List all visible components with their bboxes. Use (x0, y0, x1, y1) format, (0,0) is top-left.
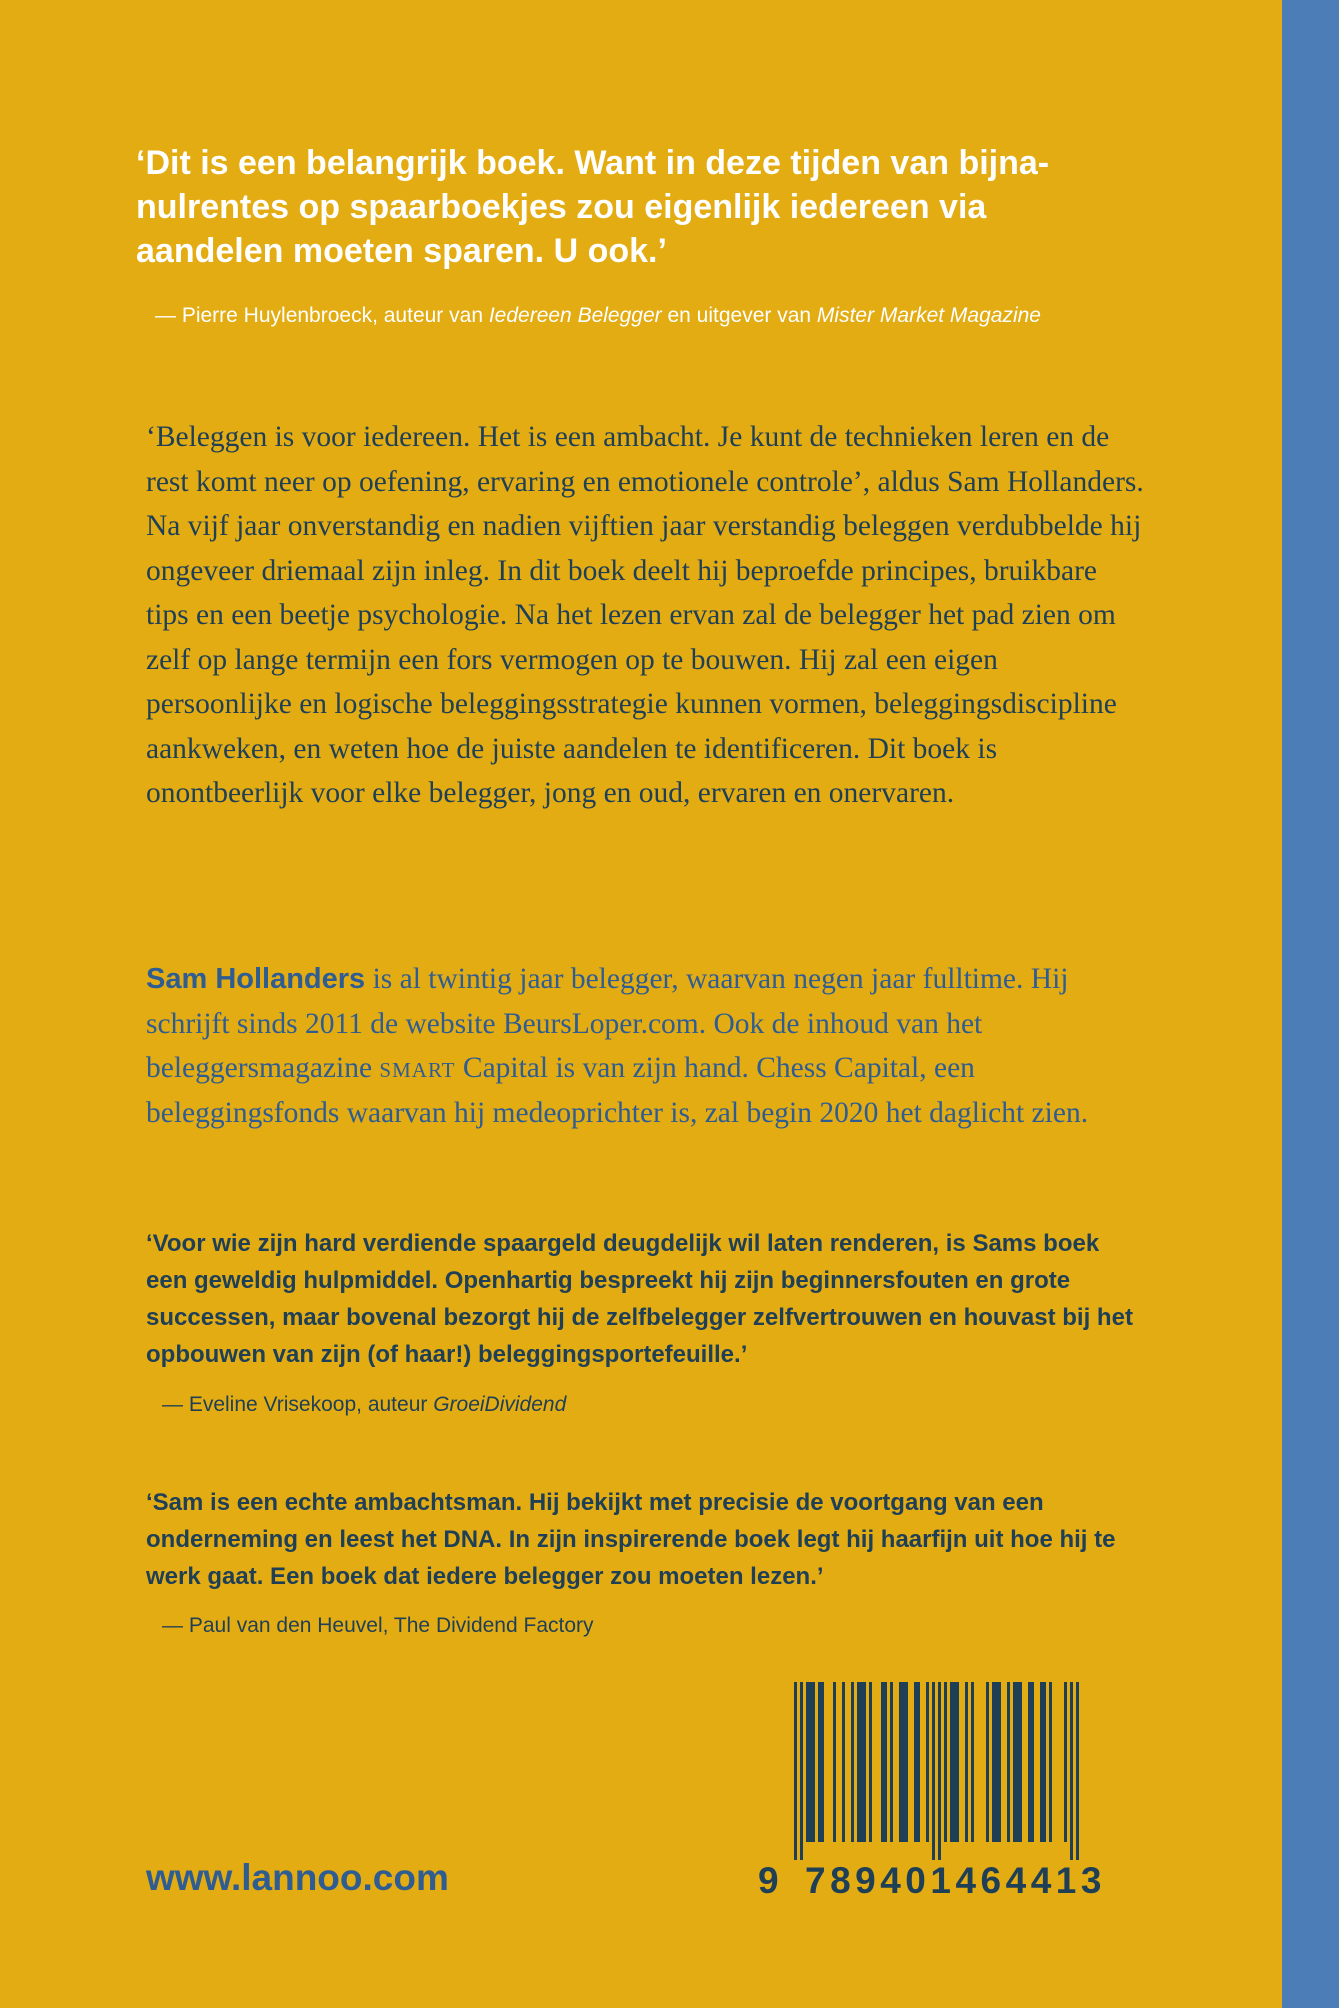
barcode-bar (851, 1682, 854, 1842)
barcode-bar (842, 1682, 845, 1842)
barcode-guard-bar (1070, 1682, 1073, 1860)
barcode-bar (1016, 1682, 1019, 1842)
attribution-book-title: GroeiDividend (433, 1393, 567, 1416)
author-name: Sam Hollanders (146, 963, 366, 995)
barcode-bar (950, 1682, 953, 1842)
attribution-magazine-title: Mister Market Magazine (816, 304, 1041, 327)
publisher-website: www.lannoo.com (146, 1857, 449, 1898)
bio-text: Capital is van zijn hand. Chess Capital, een beleggingsfonds waarvan hij medeoprichter is, zal begin 2020 het daglicht zien. (146, 1052, 1089, 1129)
top-quote-attribution (155, 301, 1275, 331)
barcode-guard-bar (932, 1682, 935, 1860)
paul-quote: ‘Sam is een echte ambachtsman. Hij bekijkt met precisie de voortgang van een onderneming en leest het DNA. In zijn inspirerende boek legt hij haarfijn uit hoe hij te werk gaat. Een boek dat iedere belegger zou moeten lezen.’ (146, 1489, 1116, 1590)
barcode-guard-bar (794, 1682, 797, 1860)
barcode-bar (821, 1682, 824, 1842)
barcode-bar (1049, 1682, 1052, 1842)
top-quote-line: ‘Dit is een belangrijk boek. Want in deze tijden van bijna- (136, 144, 1050, 182)
barcode-bar (1043, 1682, 1046, 1842)
attribution-text: en uitgever van (661, 304, 817, 327)
barcode-bar (986, 1682, 989, 1842)
top-quote-line: nulrentes op spaarboekjes zou eigenlijk iedereen via (136, 188, 987, 226)
author-bio (146, 957, 1146, 1135)
barcode-guard-bar (800, 1682, 803, 1860)
barcode-bar (944, 1682, 947, 1842)
barcode-bar (806, 1682, 809, 1842)
barcode-bar (869, 1682, 872, 1842)
spine-strip (1282, 0, 1339, 2008)
barcode-first-digit: 9 (758, 1860, 779, 1901)
attribution-book-title: Iedereen Belegger (488, 304, 662, 327)
barcode-guard-bar (1076, 1682, 1079, 1860)
barcode-guard-bar (938, 1682, 941, 1860)
barcode-bar (1064, 1682, 1067, 1842)
barcode-bar (1031, 1682, 1034, 1842)
barcode-bar (1028, 1682, 1031, 1842)
barcode-bar (914, 1682, 917, 1842)
smart-brand: smart (379, 1052, 456, 1084)
barcode-bar (905, 1682, 908, 1842)
barcode-bar (953, 1682, 956, 1842)
barcode-bar (998, 1682, 1001, 1842)
barcode-bar (884, 1682, 887, 1842)
barcode-bar (1019, 1682, 1022, 1842)
barcode-bar (812, 1682, 815, 1842)
barcode-bar (899, 1682, 902, 1842)
barcode-bar (1040, 1682, 1043, 1842)
paul-attribution: — Paul van den Heuvel, The Dividend Factory (162, 1614, 594, 1637)
eveline-quote: ‘Voor wie zijn hard verdiende spaargeld deugdelijk wil laten renderen, is Sams boek een geweldig hulpmiddel. Openhartig bespreekt hij zijn beginnersfouten en grote successen, maar bovenal bezorgt hij de zelfbelegger zelfvertrouwen en houvast bij het opbouwen van zijn (of haar!) beleggingsportefeuille.’ (146, 1230, 1133, 1368)
barcode-bar (971, 1682, 974, 1842)
barcode-bar (860, 1682, 863, 1842)
top-quote-line: aandelen moeten sparen. U ook.’ (136, 232, 667, 270)
barcode-bar (833, 1682, 836, 1842)
barcode-bar (995, 1682, 998, 1842)
barcode-bar (857, 1682, 860, 1842)
attribution-text: — Pierre Huylenbroeck, auteur van (155, 304, 489, 327)
barcode-bar (809, 1682, 812, 1842)
attribution-text: — Eveline Vrisekoop, auteur (162, 1393, 434, 1416)
barcode-bar (863, 1682, 866, 1842)
barcode-bar (1007, 1682, 1010, 1842)
barcode-bar (956, 1682, 959, 1842)
barcode-bar (818, 1682, 821, 1842)
barcode-bar (881, 1682, 884, 1842)
barcode-bar (1013, 1682, 1016, 1842)
barcode-bar (917, 1682, 920, 1842)
barcode-bar (902, 1682, 905, 1842)
isbn-barcode (758, 1682, 1106, 1906)
barcode-bar (992, 1682, 995, 1842)
barcode-bar (890, 1682, 893, 1842)
top-quote (136, 141, 1256, 273)
eveline-attribution (162, 1390, 566, 1420)
barcode-bar (926, 1682, 929, 1842)
barcode-bars (758, 1682, 1098, 1860)
barcode-number: 789401464413 (805, 1860, 1106, 1901)
bio-text: is al twintig jaar belegger, waarvan negen jaar fulltime. Hij schrijft sinds 2011 de website BeursLoper.com. Ook de inhoud van het beleggersmagazine (146, 963, 1069, 1084)
barcode-digits (758, 1860, 1106, 1906)
book-blurb: ‘Beleggen is voor iedereen. Het is een ambacht. Je kunt de technieken leren en de rest komt neer op oefening, ervaring en emotionele controle’, aldus Sam Hollanders. Na vijf jaar onverstandig en nadien vijftien jaar verstandig beleggen verdubbelde hij ongeveer driemaal zijn inleg. In dit boek deelt hij beproefde principes, bruikbare tips en een beetje psychologie. Na het lezen ervan zal de belegger het pad zien om zelf op lange termijn een fors vermogen op te bouwen. Hij zal een eigen persoonlijke en logische beleggingsstrategie kunnen vormen, beleggingsdiscipline aankweken, en weten hoe de juiste aandelen te identificeren. Dit boek is onontbeerlijk voor elke belegger, jong en oud, ervaren en onervaren. (146, 421, 1144, 809)
barcode-bar (965, 1682, 968, 1842)
